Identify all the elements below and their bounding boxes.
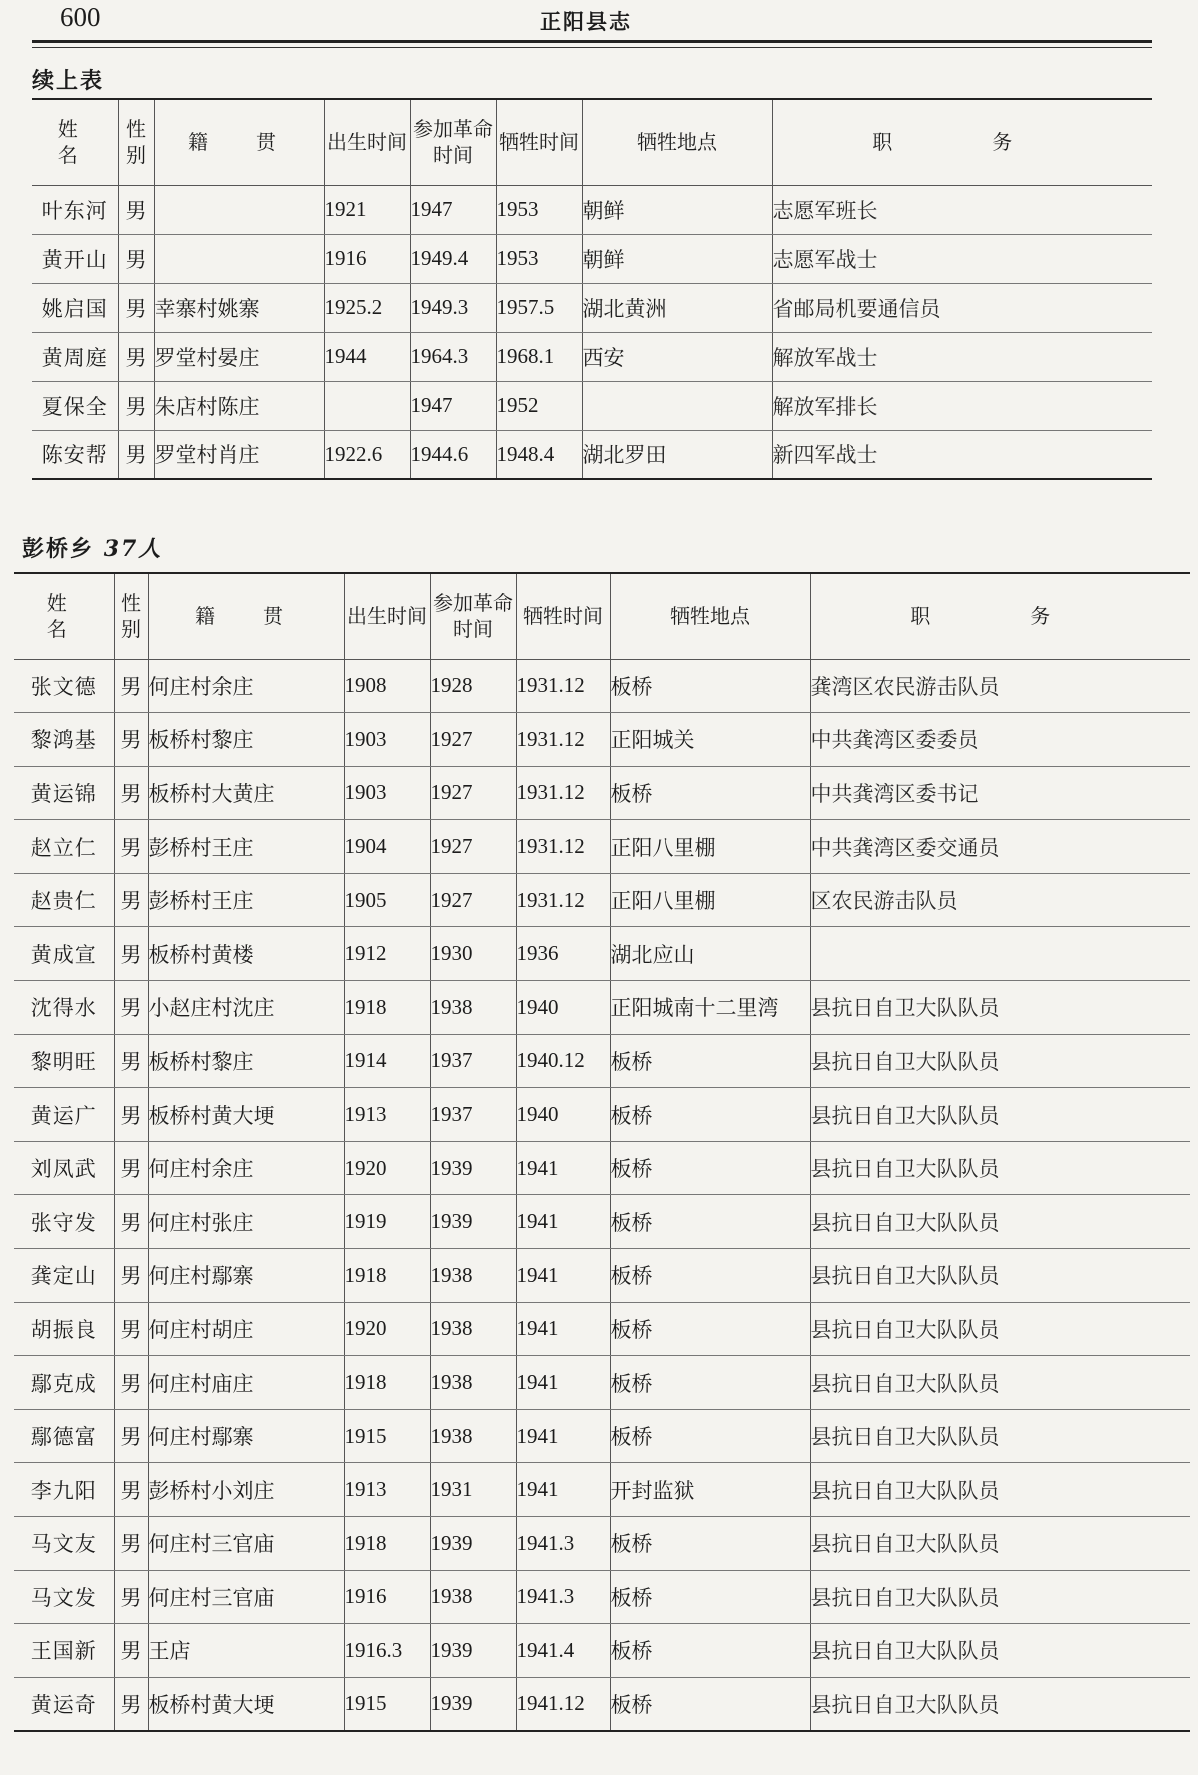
cell-post: 县抗日自卫大队队员 [810, 981, 1190, 1035]
cell-death: 1941.3 [516, 1570, 610, 1624]
cell-post: 区农民游击队员 [810, 873, 1190, 927]
table-row [14, 1034, 1190, 1088]
cell-join: 1937 [430, 1088, 516, 1142]
cell-name: 黄开山 [32, 234, 118, 283]
cell-name: 赵立仁 [14, 820, 114, 874]
cell-sex: 男 [114, 981, 148, 1035]
cell-origin: 何庄村余庄 [148, 1141, 344, 1195]
cell-birth: 1920 [344, 1302, 430, 1356]
header-name: 姓 名 [32, 99, 118, 185]
cell-birth: 1903 [344, 766, 430, 820]
table-row [32, 283, 1152, 332]
cell-sex: 男 [114, 1141, 148, 1195]
cell-post: 解放军排长 [772, 381, 1152, 430]
cell-post: 省邮局机要通信员 [772, 283, 1152, 332]
cell-post: 县抗日自卫大队队员 [810, 1034, 1190, 1088]
table-row [14, 1677, 1190, 1731]
cell-death: 1940 [516, 981, 610, 1035]
cell-death: 1931.12 [516, 873, 610, 927]
table-row [14, 1624, 1190, 1678]
cell-place: 正阳城南十二里湾 [610, 981, 810, 1035]
cell-place: 板桥 [610, 1517, 810, 1571]
cell-birth: 1919 [344, 1195, 430, 1249]
cell-post [810, 927, 1190, 981]
cell-sex: 男 [118, 234, 154, 283]
cell-join: 1964.3 [410, 332, 496, 381]
cell-sex: 男 [114, 1088, 148, 1142]
cell-origin: 小赵庄村沈庄 [148, 981, 344, 1035]
cell-post: 中共龚湾区委交通员 [810, 820, 1190, 874]
cell-death: 1941 [516, 1141, 610, 1195]
cell-post: 县抗日自卫大队队员 [810, 1088, 1190, 1142]
cell-death: 1936 [516, 927, 610, 981]
cell-place: 正阳八里棚 [610, 820, 810, 874]
cell-join: 1927 [430, 820, 516, 874]
cell-sex: 男 [114, 1034, 148, 1088]
table-pengqiao [14, 572, 1190, 1732]
cell-place: 西安 [582, 332, 772, 381]
cell-join: 1939 [430, 1195, 516, 1249]
cell-origin: 罗堂村晏庄 [154, 332, 324, 381]
cell-post: 县抗日自卫大队队员 [810, 1195, 1190, 1249]
cell-name: 黎明旺 [14, 1034, 114, 1088]
table-row [32, 332, 1152, 381]
cell-post: 志愿军战士 [772, 234, 1152, 283]
cell-name: 刘凤武 [14, 1141, 114, 1195]
cell-post: 县抗日自卫大队队员 [810, 1356, 1190, 1410]
cell-birth: 1912 [344, 927, 430, 981]
table-row [14, 981, 1190, 1035]
cell-sex: 男 [114, 1302, 148, 1356]
table-row [32, 185, 1152, 234]
cell-join: 1939 [430, 1677, 516, 1731]
cell-death: 1941 [516, 1302, 610, 1356]
cell-origin: 罗堂村肖庄 [154, 430, 324, 479]
cell-death: 1953 [496, 185, 582, 234]
header-rule-thin [32, 47, 1152, 48]
cell-place: 板桥 [610, 1624, 810, 1678]
cell-sex: 男 [114, 1409, 148, 1463]
header-post: 职 务 [772, 99, 1152, 185]
cell-sex: 男 [114, 766, 148, 820]
cell-birth: 1915 [344, 1409, 430, 1463]
cell-origin: 何庄村鄢寨 [148, 1249, 344, 1303]
cell-birth: 1905 [344, 873, 430, 927]
cell-place: 朝鲜 [582, 185, 772, 234]
cell-origin: 幸寨村姚寨 [154, 283, 324, 332]
cell-place: 正阳城关 [610, 713, 810, 767]
cell-place [582, 381, 772, 430]
section2-title-text: 彭桥乡 [22, 536, 95, 562]
cell-post: 县抗日自卫大队队员 [810, 1141, 1190, 1195]
cell-name: 李九阳 [14, 1463, 114, 1517]
cell-birth: 1916 [324, 234, 410, 283]
cell-join: 1949.4 [410, 234, 496, 283]
table-row [14, 1141, 1190, 1195]
cell-origin: 板桥村黎庄 [148, 713, 344, 767]
cell-origin: 板桥村大黄庄 [148, 766, 344, 820]
cell-name: 黄周庭 [32, 332, 118, 381]
cell-place: 板桥 [610, 1570, 810, 1624]
header-place: 牺牲地点 [582, 99, 772, 185]
cell-sex: 男 [114, 873, 148, 927]
cell-post: 县抗日自卫大队队员 [810, 1517, 1190, 1571]
table-row [14, 1249, 1190, 1303]
page-number: 600 [60, 2, 101, 32]
header-join: 参加革命时间 [410, 99, 496, 185]
cell-name: 陈安帮 [32, 430, 118, 479]
cell-origin: 何庄村张庄 [148, 1195, 344, 1249]
cell-birth: 1914 [344, 1034, 430, 1088]
header-birth: 出生时间 [324, 99, 410, 185]
cell-death: 1940 [516, 1088, 610, 1142]
cell-death: 1948.4 [496, 430, 582, 479]
header-sex: 性别 [118, 99, 154, 185]
header-death: 牺牲时间 [496, 99, 582, 185]
cell-place: 板桥 [610, 1249, 810, 1303]
cell-origin: 何庄村鄢寨 [148, 1409, 344, 1463]
cell-birth: 1944 [324, 332, 410, 381]
cell-birth: 1918 [344, 1517, 430, 1571]
cell-sex: 男 [118, 185, 154, 234]
table-row [14, 1463, 1190, 1517]
cell-join: 1930 [430, 927, 516, 981]
cell-join: 1927 [430, 766, 516, 820]
cell-post: 县抗日自卫大队队员 [810, 1302, 1190, 1356]
cell-birth: 1915 [344, 1677, 430, 1731]
cell-death: 1941.3 [516, 1517, 610, 1571]
cell-place: 板桥 [610, 659, 810, 713]
cell-post: 龚湾区农民游击队员 [810, 659, 1190, 713]
header-place: 牺牲地点 [610, 573, 810, 659]
cell-birth: 1918 [344, 1249, 430, 1303]
cell-sex: 男 [114, 659, 148, 713]
cell-name: 黎鸿基 [14, 713, 114, 767]
cell-join: 1927 [430, 873, 516, 927]
table-row [14, 1409, 1190, 1463]
cell-birth: 1922.6 [324, 430, 410, 479]
cell-post: 县抗日自卫大队队员 [810, 1677, 1190, 1731]
cell-join: 1939 [430, 1517, 516, 1571]
running-head: 正阳县志 [540, 9, 632, 34]
table-header-row [14, 573, 1190, 659]
cell-origin: 何庄村余庄 [148, 659, 344, 713]
cell-join: 1947 [410, 185, 496, 234]
cell-place: 湖北应山 [610, 927, 810, 981]
table-body [32, 185, 1152, 479]
cell-death: 1931.12 [516, 820, 610, 874]
cell-join: 1939 [430, 1141, 516, 1195]
cell-death: 1931.12 [516, 766, 610, 820]
cell-name: 叶东河 [32, 185, 118, 234]
table-row [14, 1302, 1190, 1356]
cell-origin: 何庄村三官庙 [148, 1570, 344, 1624]
cell-origin: 何庄村胡庄 [148, 1302, 344, 1356]
cell-name: 胡振良 [14, 1302, 114, 1356]
cell-origin: 彭桥村王庄 [148, 873, 344, 927]
cell-sex: 男 [118, 283, 154, 332]
cell-death: 1940.12 [516, 1034, 610, 1088]
header-sex: 性别 [114, 573, 148, 659]
table-body [14, 659, 1190, 1731]
table-row [14, 927, 1190, 981]
cell-birth: 1921 [324, 185, 410, 234]
cell-origin [154, 185, 324, 234]
cell-name: 鄢克成 [14, 1356, 114, 1410]
cell-birth: 1913 [344, 1088, 430, 1142]
cell-origin: 板桥村黄楼 [148, 927, 344, 981]
cell-join: 1938 [430, 1302, 516, 1356]
cell-place: 板桥 [610, 766, 810, 820]
cell-join: 1944.6 [410, 430, 496, 479]
cell-name: 夏保全 [32, 381, 118, 430]
cell-name: 黄运锦 [14, 766, 114, 820]
cell-origin: 彭桥村王庄 [148, 820, 344, 874]
cell-place: 板桥 [610, 1141, 810, 1195]
cell-death: 1931.12 [516, 713, 610, 767]
cell-place: 湖北罗田 [582, 430, 772, 479]
cell-name: 赵贵仁 [14, 873, 114, 927]
cell-birth: 1908 [344, 659, 430, 713]
cell-place: 板桥 [610, 1356, 810, 1410]
cell-death: 1941 [516, 1249, 610, 1303]
cell-death: 1941.4 [516, 1624, 610, 1678]
section2-title [22, 532, 162, 563]
table-row [32, 430, 1152, 479]
cell-name: 马文友 [14, 1517, 114, 1571]
cell-sex: 男 [114, 1463, 148, 1517]
cell-death: 1941 [516, 1356, 610, 1410]
cell-sex: 男 [114, 1677, 148, 1731]
cell-origin: 朱店村陈庄 [154, 381, 324, 430]
cell-join: 1931 [430, 1463, 516, 1517]
cell-place: 板桥 [610, 1034, 810, 1088]
cell-birth: 1918 [344, 1356, 430, 1410]
table-row [14, 1356, 1190, 1410]
cell-name: 鄢德富 [14, 1409, 114, 1463]
cell-join: 1928 [430, 659, 516, 713]
cell-post: 中共龚湾区委委员 [810, 713, 1190, 767]
table-row [14, 820, 1190, 874]
cell-join: 1938 [430, 981, 516, 1035]
cell-death: 1931.12 [516, 659, 610, 713]
cell-name: 龚定山 [14, 1249, 114, 1303]
cell-join: 1939 [430, 1624, 516, 1678]
cell-death: 1941.12 [516, 1677, 610, 1731]
cell-place: 板桥 [610, 1088, 810, 1142]
header-death: 牺牲时间 [516, 573, 610, 659]
cell-join: 1937 [430, 1034, 516, 1088]
cell-name: 黄成宣 [14, 927, 114, 981]
header-post: 职 务 [810, 573, 1190, 659]
cell-name: 马文发 [14, 1570, 114, 1624]
cell-origin: 彭桥村小刘庄 [148, 1463, 344, 1517]
table-row [14, 1517, 1190, 1571]
cell-post: 中共龚湾区委书记 [810, 766, 1190, 820]
cell-place: 开封监狱 [610, 1463, 810, 1517]
table-row [14, 1570, 1190, 1624]
cell-post: 县抗日自卫大队队员 [810, 1409, 1190, 1463]
cell-sex: 男 [114, 820, 148, 874]
section1-title [32, 64, 104, 95]
cell-name: 张文德 [14, 659, 114, 713]
cell-birth: 1904 [344, 820, 430, 874]
cell-sex: 男 [114, 1570, 148, 1624]
cell-birth: 1920 [344, 1141, 430, 1195]
cell-join: 1938 [430, 1570, 516, 1624]
cell-name: 王国新 [14, 1624, 114, 1678]
cell-post: 志愿军班长 [772, 185, 1152, 234]
cell-post: 县抗日自卫大队队员 [810, 1624, 1190, 1678]
cell-sex: 男 [114, 713, 148, 767]
cell-join: 1949.3 [410, 283, 496, 332]
cell-name: 姚启国 [32, 283, 118, 332]
table-row [32, 381, 1152, 430]
cell-join: 1938 [430, 1249, 516, 1303]
cell-birth: 1903 [344, 713, 430, 767]
table-row [32, 234, 1152, 283]
header-rule-thick [32, 40, 1152, 43]
cell-join: 1938 [430, 1409, 516, 1463]
cell-death: 1941 [516, 1409, 610, 1463]
cell-death: 1941 [516, 1195, 610, 1249]
cell-birth: 1913 [344, 1463, 430, 1517]
cell-sex: 男 [114, 1195, 148, 1249]
cell-origin [154, 234, 324, 283]
table-continued [32, 98, 1152, 480]
cell-death: 1941 [516, 1463, 610, 1517]
table-header-row [32, 99, 1152, 185]
section1-title-text: 续上表 [32, 68, 105, 94]
table-row [14, 1088, 1190, 1142]
cell-place: 板桥 [610, 1195, 810, 1249]
cell-place: 朝鲜 [582, 234, 772, 283]
cell-post: 解放军战士 [772, 332, 1152, 381]
cell-birth: 1916 [344, 1570, 430, 1624]
cell-birth: 1925.2 [324, 283, 410, 332]
table-row [14, 873, 1190, 927]
header-name: 姓 名 [14, 573, 114, 659]
cell-name: 黄运广 [14, 1088, 114, 1142]
cell-origin: 何庄村三官庙 [148, 1517, 344, 1571]
cell-sex: 男 [114, 927, 148, 981]
cell-sex: 男 [114, 1356, 148, 1410]
cell-birth: 1916.3 [344, 1624, 430, 1678]
cell-post: 县抗日自卫大队队员 [810, 1463, 1190, 1517]
cell-sex: 男 [118, 430, 154, 479]
cell-sex: 男 [114, 1624, 148, 1678]
cell-join: 1947 [410, 381, 496, 430]
cell-join: 1927 [430, 713, 516, 767]
cell-place: 正阳八里棚 [610, 873, 810, 927]
header-origin: 籍 贯 [154, 99, 324, 185]
cell-death: 1953 [496, 234, 582, 283]
cell-place: 板桥 [610, 1409, 810, 1463]
cell-sex: 男 [114, 1249, 148, 1303]
cell-origin: 板桥村黎庄 [148, 1034, 344, 1088]
cell-post: 县抗日自卫大队队员 [810, 1249, 1190, 1303]
cell-name: 沈得水 [14, 981, 114, 1035]
cell-place: 板桥 [610, 1677, 810, 1731]
cell-origin: 王店 [148, 1624, 344, 1678]
cell-origin: 板桥村黄大埂 [148, 1088, 344, 1142]
cell-origin: 何庄村庙庄 [148, 1356, 344, 1410]
cell-birth [324, 381, 410, 430]
cell-sex: 男 [118, 381, 154, 430]
cell-place: 湖北黄洲 [582, 283, 772, 332]
header-join: 参加革命时间 [430, 573, 516, 659]
cell-death: 1957.5 [496, 283, 582, 332]
table-row [14, 766, 1190, 820]
table-row [14, 1195, 1190, 1249]
cell-birth: 1918 [344, 981, 430, 1035]
table-row [14, 659, 1190, 713]
cell-post: 县抗日自卫大队队员 [810, 1570, 1190, 1624]
table-row [14, 713, 1190, 767]
cell-name: 张守发 [14, 1195, 114, 1249]
cell-sex: 男 [118, 332, 154, 381]
header-birth: 出生时间 [344, 573, 430, 659]
cell-death: 1952 [496, 381, 582, 430]
cell-place: 板桥 [610, 1302, 810, 1356]
section2-count: 37人 [103, 536, 163, 562]
cell-sex: 男 [114, 1517, 148, 1571]
cell-name: 黄运奇 [14, 1677, 114, 1731]
header-origin: 籍 贯 [148, 573, 344, 659]
cell-join: 1938 [430, 1356, 516, 1410]
cell-death: 1968.1 [496, 332, 582, 381]
cell-post: 新四军战士 [772, 430, 1152, 479]
cell-origin: 板桥村黄大埂 [148, 1677, 344, 1731]
